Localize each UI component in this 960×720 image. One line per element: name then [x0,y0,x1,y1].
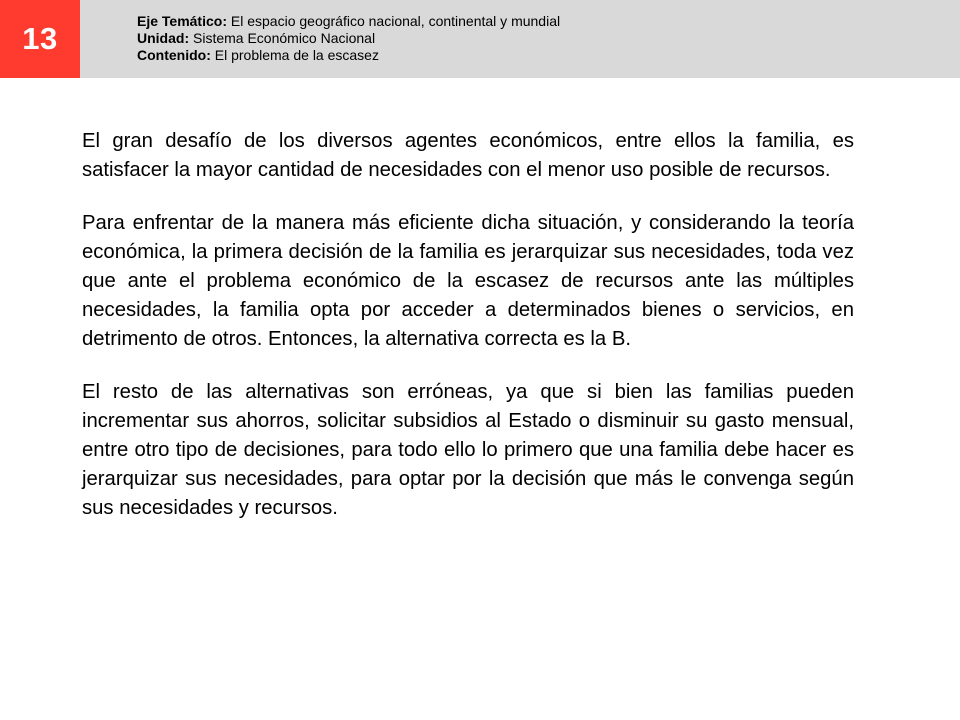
topic-line-eje [137,13,560,30]
body-paragraph-3: El resto de las alternativas son erróneas, ya que si bien las familias pueden incrementar sus ahorros, solicitar subsidios al Estado o disminuir su gasto mensual, entre otro tipo de decisiones, para todo ello lo primero que una familia debe hacer es jerarquizar sus necesidades, para optar por la decisión que más le convenga según sus necesidades y recursos. [82,381,854,519]
slide-header [0,0,960,78]
body-paragraph-2: Para enfrentar de la manera más eficiente dicha situación, y considerando la teoría económica, la primera decisión de la familia es jerarquizar sus necesidades, toda vez que ante el problema económico de la escasez de recursos ante las múltiples necesidades, la familia opta por acceder a determinados bienes o servicios, en detrimento de otros. Entonces, la alternativa correcta es la B. [82,212,854,350]
topic-eje-value: El espacio geográfico nacional, continental y mundial [227,13,561,29]
topic-unidad-value: Sistema Económico Nacional [189,30,376,46]
topic-contenido-label: Contenido: [137,47,211,63]
slide-number-badge: 13 [0,0,80,78]
topic-line-unidad [137,30,560,47]
topic-contenido-value: El problema de la escasez [210,47,379,63]
body-paragraph-1: El gran desafío de los diversos agentes económicos, entre ellos la familia, es satisfacer la mayor cantidad de necesidades con el menor uso posible de recursos. [82,130,854,181]
topic-info [137,13,560,64]
body-text [82,127,854,547]
topic-unidad-label: Unidad: [137,30,190,46]
topic-line-contenido [137,47,560,64]
topic-eje-label: Eje Temático: [137,13,227,29]
